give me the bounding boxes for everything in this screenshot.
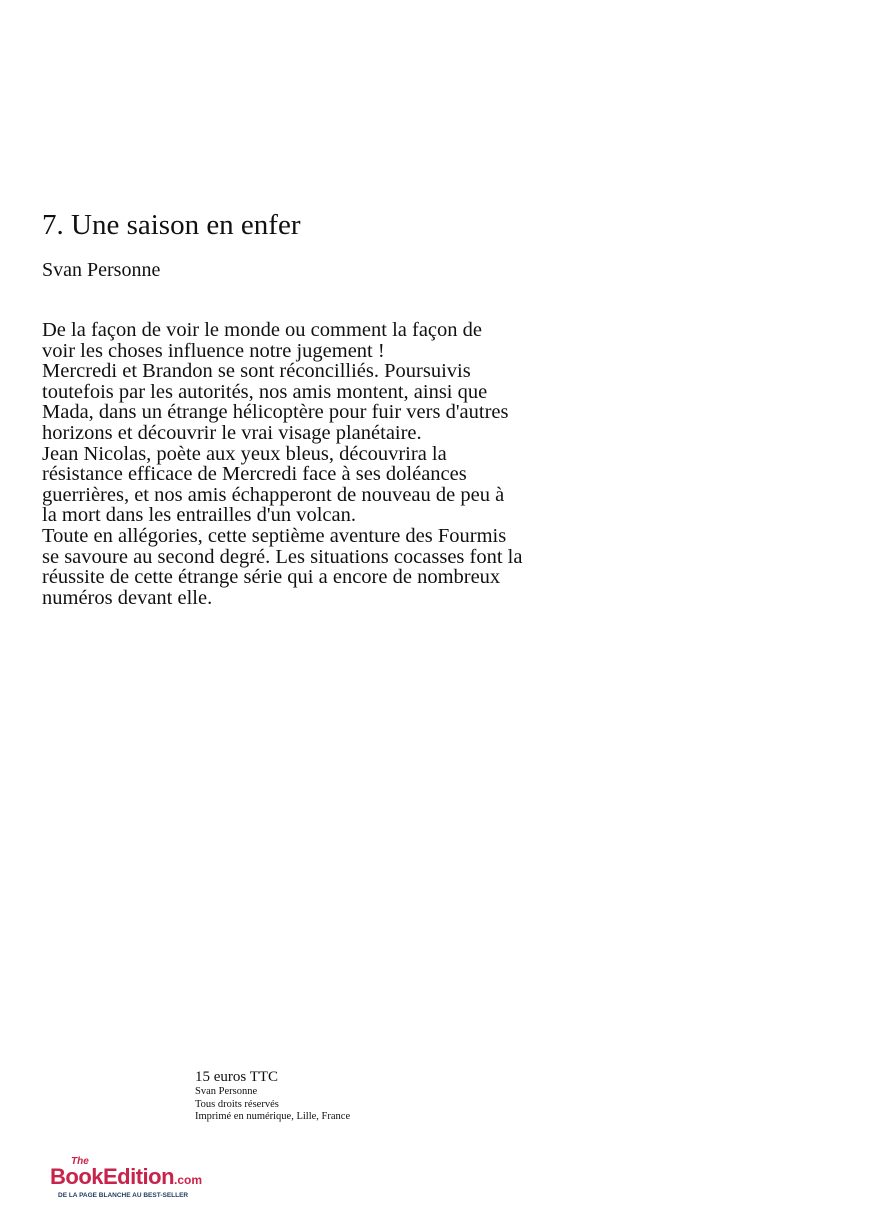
blurb-line: guerrières, et nos amis échapperont de nouveau de peu à [42, 483, 505, 506]
blurb-line: Mercredi et Brandon se sont réconcilliés. Poursuivis [42, 360, 471, 383]
print-location: Imprimé en numérique, Lille, France [195, 1111, 351, 1122]
logo-domain: .com [174, 1173, 203, 1187]
blurb-line: Mada, dans un étrange hélicoptère pour fuir vers d'autres [42, 401, 509, 424]
blurb-line: réussite de cette étrange série qui a encore de nombreux [42, 566, 501, 589]
blurb-line: Jean Nicolas, poète aux yeux bleus, découvrira la [42, 442, 447, 465]
blurb-line: se savoure au second degré. Les situations cocasses font la [42, 545, 523, 568]
imprint-block [195, 1069, 350, 1124]
bookedition-logo [50, 1157, 245, 1203]
book-author: Svan Personne [42, 259, 161, 281]
blurb-line: toutefois par les autorités, nos amis montent, ainsi que [42, 380, 488, 403]
blurb-line: voir les choses influence notre jugement ! [42, 339, 385, 362]
blurb-line: Toute en allégories, cette septième aventure des Fourmis [42, 524, 507, 547]
logo-tagline: DE LA PAGE BLANCHE AU BEST-SELLER [58, 1192, 189, 1199]
blurb-line: horizons et découvrir le vrai visage planétaire. [42, 421, 422, 444]
book-title: 7. Une saison en enfer [42, 209, 301, 241]
blurb-line: la mort dans les entrailles d'un volcan. [42, 504, 356, 527]
back-cover-blurb [42, 320, 652, 608]
logo-name: BookEdition [50, 1164, 175, 1189]
blurb-line: numéros devant elle. [42, 586, 213, 609]
logo-wordmark [50, 1164, 202, 1193]
rights-notice: Tous droits réservés [195, 1098, 279, 1110]
imprint-author: Svan Personne [195, 1086, 258, 1097]
logo-the: The [71, 1156, 89, 1167]
price: 15 euros TTC [195, 1069, 279, 1085]
blurb-line: résistance efficace de Mercredi face à ses doléances [42, 463, 467, 486]
blurb-line: De la façon de voir le monde ou comment la façon de [42, 319, 483, 341]
